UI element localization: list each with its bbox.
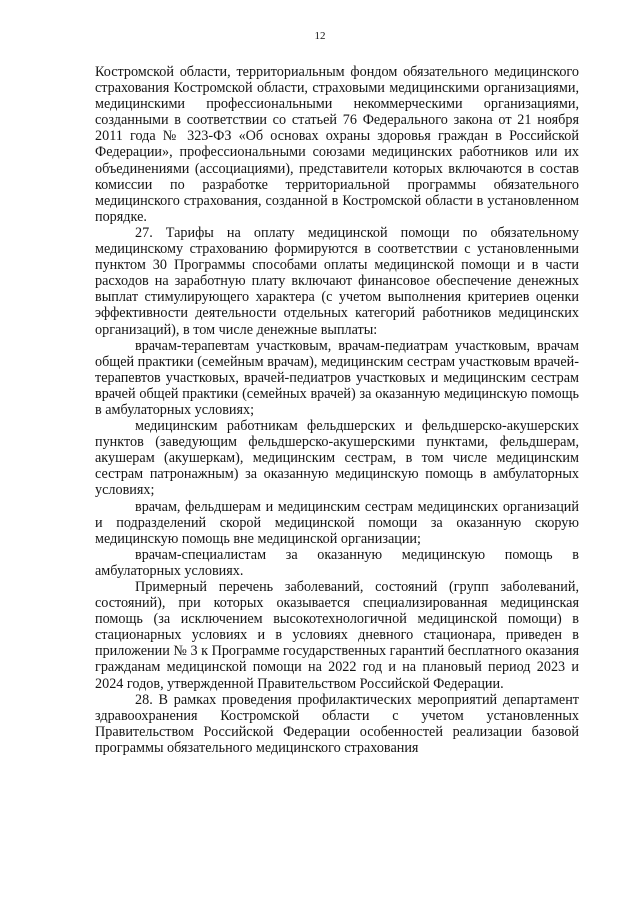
paragraph-emergency-care: врачам, фельдшерам и медицинским сестрам медицинских организаций и подразделений скорой медицинской помощи за оказанную скорую медицинскую помощь вне медицинской организации; [95,498,579,547]
paragraph-feldsher-points: медицинским работникам фельдшерских и фельдшерско-акушерских пунктов (заведующим фельдшерско-акушерскими пунктами, фельдшерам, акушерам (акушеркам), медицинским сестрам, в том числе медицинским сестрам патронажным) за оказанную медицинскую помощь в амбулаторных условиях; [95,418,579,499]
paragraph-item-27: 27. Тарифы на оплату медицинской помощи по обязательному медицинскому страхованию формируются в соответствии с установленными пунктом 30 Программы способами оплаты медицинской помощи и в части расходов на заработную плату включают финансовое обеспечение денежных выплат стимулирующего характера (с учетом выполнения критериев оценки эффективности деятельности отдельных категорий работников медицинских организаций), в том числе денежные выплаты: [95,224,579,338]
paragraph-district-doctors: врачам-терапевтам участковым, врачам-педиатрам участковым, врачам общей практики (семейным врачам), медицинским сестрам участковым врачей-терапевтов участковых, врачей-педиатров участковых и медицинским сестрам врачей общей практики (семейных врачей) за оказанную медицинскую помощь в амбулаторных условиях; [95,337,579,418]
page-number: 12 [314,30,326,42]
paragraph-specialists: врачам-специалистам за оказанную медицинскую помощь в амбулаторных условиях. [95,546,579,579]
paragraph-item-28: 28. В рамках проведения профилактических мероприятий департамент здравоохранения Костромской области с учетом установленных Правительством Российской Федерации особенностей реализации базовой программы обязательного медицинского страхования [95,691,579,756]
paragraph-disease-list: Примерный перечень заболеваний, состояний (групп заболеваний, состояний), при которых оказывается специализированная медицинская помощь (за исключением высокотехнологичной медицинской помощи) в стационарных условиях и в условиях дневного стационара, приведен в приложении № 3 к Программе государственных гарантий бесплатного оказания гражданам медицинской помощи на 2022 год и на плановый период 2023 и 2024 годов, утвержденной Правительством Российской Федерации. [95,579,579,692]
document-body [95,64,579,756]
paragraph-continuation: Костромской области, территориальным фондом обязательного медицинского страхования Костромской области, страховыми медицинскими организациями, медицинскими профессиональными некоммерческими организациями, созданными в соответствии со статьей 76 Федерального закона от 21 ноября 2011 года № 323-ФЗ «Об основах охраны здоровья граждан в Российской Федерации», профессиональными союзами медицинских работников или их объединениями (ассоциациями), представители которых включаются в состав комиссии по разработке территориальной программы обязательного медицинского страхования, созданной в Костромской области в установленном порядке. [95,64,579,225]
